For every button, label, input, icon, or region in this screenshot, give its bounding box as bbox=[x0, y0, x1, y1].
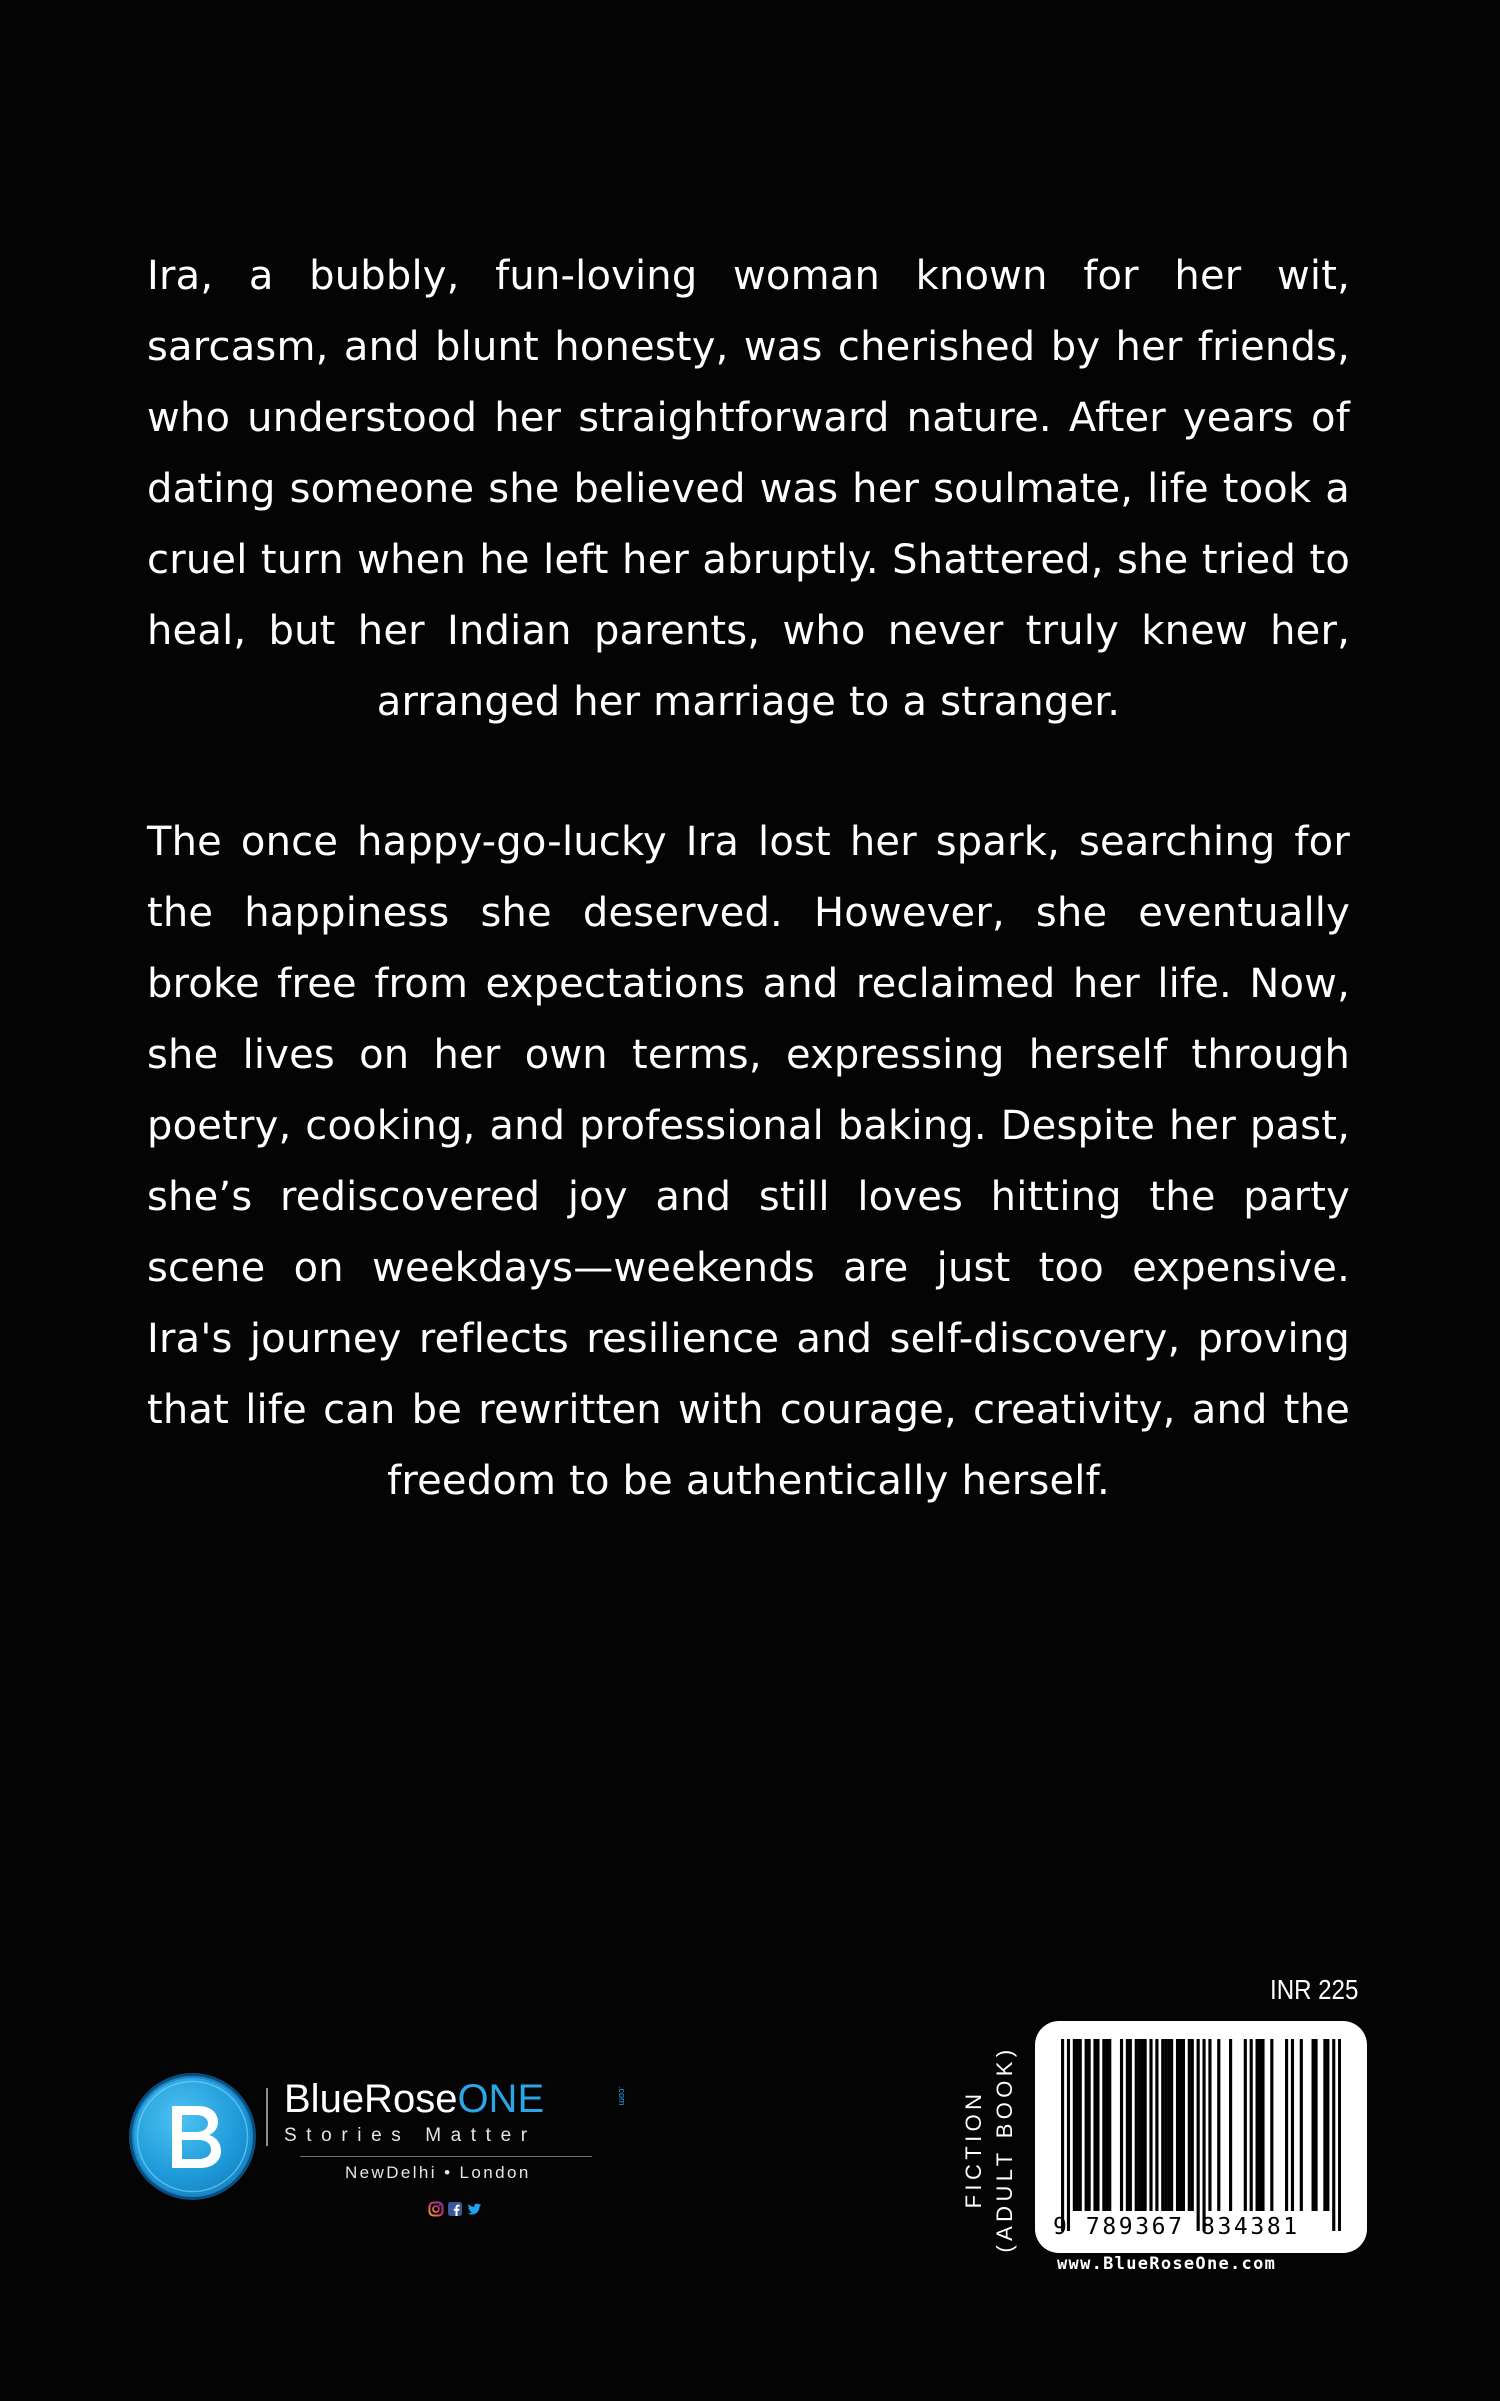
barcode-bar bbox=[1073, 2039, 1076, 2211]
barcode-bar bbox=[1338, 2039, 1341, 2231]
barcode-bar bbox=[1188, 2039, 1191, 2211]
category-line-2: (ADULT BOOK) bbox=[992, 2045, 1017, 2253]
publisher-cities: NewDelhi • London bbox=[345, 2163, 531, 2182]
b-letter-circle-icon bbox=[129, 2073, 256, 2200]
barcode-bar bbox=[1202, 2039, 1205, 2231]
barcode-bar bbox=[1170, 2039, 1173, 2211]
barcode-bars bbox=[1061, 2039, 1341, 2231]
barcode-bar bbox=[1093, 2039, 1096, 2211]
barcode-bar bbox=[1149, 2039, 1152, 2211]
logo-divider bbox=[266, 2088, 268, 2146]
barcode-bar bbox=[1176, 2039, 1179, 2211]
barcode-bar bbox=[1061, 2039, 1064, 2231]
barcode-bar bbox=[1261, 2039, 1264, 2211]
barcode bbox=[1035, 2021, 1367, 2253]
barcode-bar bbox=[1323, 2039, 1326, 2211]
blurb-paragraph-1: Ira, a bubbly, fun-loving woman known for her wit, sarcasm, and blunt honesty, was cherished by her friends, who understood her straightforward nature. After years of dating someone she believed was her soulmate, life took a cruel turn when he left her abruptly. Shattered, she tried to heal, but her Indian parents, who never truly knew her, arranged her marriage to a stranger. bbox=[147, 253, 1350, 725]
publisher-name-part1: BlueRose bbox=[284, 2077, 458, 2121]
barcode-bar bbox=[1105, 2039, 1108, 2211]
barcode-bar bbox=[1258, 2039, 1261, 2211]
publisher-tagline: Stories Matter bbox=[284, 2125, 537, 2146]
book-category bbox=[958, 2031, 1020, 2267]
barcode-bar bbox=[1285, 2039, 1288, 2211]
barcode-bar bbox=[1096, 2039, 1099, 2211]
tagline-divider bbox=[300, 2156, 592, 2157]
publisher-name-part2: ONE bbox=[457, 2077, 545, 2121]
instagram-icon[interactable] bbox=[428, 2201, 444, 2217]
blurb-paragraph-2: The once happy-go-lucky Ira lost her spark, searching for the happiness she deserved. However, she eventually broke free from expectations and reclaimed her life. Now, she lives on her own terms, expressing herself through poetry, cooking, and professional baking. Despite her past, she’s rediscovered joy and still loves hitting the party scene on weekdays—weekends are just too expensive. Ira's journey reflects resilience and self-discovery, proving that life can be rewritten with courage, creativity, and the freedom to be authentically herself. bbox=[147, 819, 1350, 1504]
barcode-bar bbox=[1270, 2039, 1273, 2211]
barcode-bar bbox=[1167, 2039, 1170, 2211]
barcode-bar bbox=[1138, 2039, 1141, 2211]
barcode-bar bbox=[1191, 2039, 1194, 2211]
barcode-bar bbox=[1161, 2039, 1164, 2211]
facebook-icon[interactable] bbox=[447, 2201, 463, 2217]
barcode-bar bbox=[1332, 2039, 1335, 2231]
barcode-bar bbox=[1179, 2039, 1182, 2211]
barcode-bar bbox=[1085, 2039, 1088, 2211]
barcode-bar bbox=[1102, 2039, 1105, 2211]
barcode-bar bbox=[1135, 2039, 1138, 2211]
barcode-bar bbox=[1144, 2039, 1147, 2211]
barcode-bar bbox=[1256, 2039, 1259, 2211]
barcode-bar bbox=[1291, 2039, 1294, 2211]
publisher-website: www.BlueRoseOne.com bbox=[1057, 2254, 1277, 2274]
publisher-domain-suffix: .com bbox=[617, 2086, 627, 2106]
publisher-name bbox=[284, 2077, 627, 2121]
barcode-bar bbox=[1197, 2039, 1200, 2231]
barcode-bar bbox=[1229, 2039, 1232, 2211]
barcode-bar bbox=[1129, 2039, 1132, 2211]
barcode-bar bbox=[1312, 2039, 1315, 2211]
category-line-1: FICTION bbox=[961, 2089, 986, 2209]
barcode-bar bbox=[1076, 2039, 1079, 2211]
barcode-bar bbox=[1250, 2039, 1253, 2211]
social-icons bbox=[428, 2201, 482, 2217]
barcode-bar bbox=[1079, 2039, 1082, 2211]
barcode-bar bbox=[1155, 2039, 1158, 2211]
barcode-bar bbox=[1120, 2039, 1123, 2211]
barcode-bar bbox=[1108, 2039, 1111, 2211]
twitter-icon[interactable] bbox=[466, 2201, 482, 2217]
price-label: INR 225 bbox=[1270, 1974, 1359, 2005]
barcode-bar bbox=[1088, 2039, 1091, 2211]
barcode-bar bbox=[1164, 2039, 1167, 2211]
barcode-bar bbox=[1300, 2039, 1303, 2211]
barcode-bar bbox=[1208, 2039, 1211, 2211]
isbn-number: 9 789367 834381 bbox=[1053, 2214, 1300, 2240]
barcode-bar bbox=[1141, 2039, 1144, 2211]
barcode-bar bbox=[1314, 2039, 1317, 2211]
barcode-bar bbox=[1126, 2039, 1129, 2211]
barcode-bar bbox=[1182, 2039, 1185, 2211]
barcode-bar bbox=[1244, 2039, 1247, 2211]
barcode-bar bbox=[1067, 2039, 1070, 2231]
barcode-bar bbox=[1217, 2039, 1220, 2211]
barcode-bar bbox=[1326, 2039, 1329, 2211]
